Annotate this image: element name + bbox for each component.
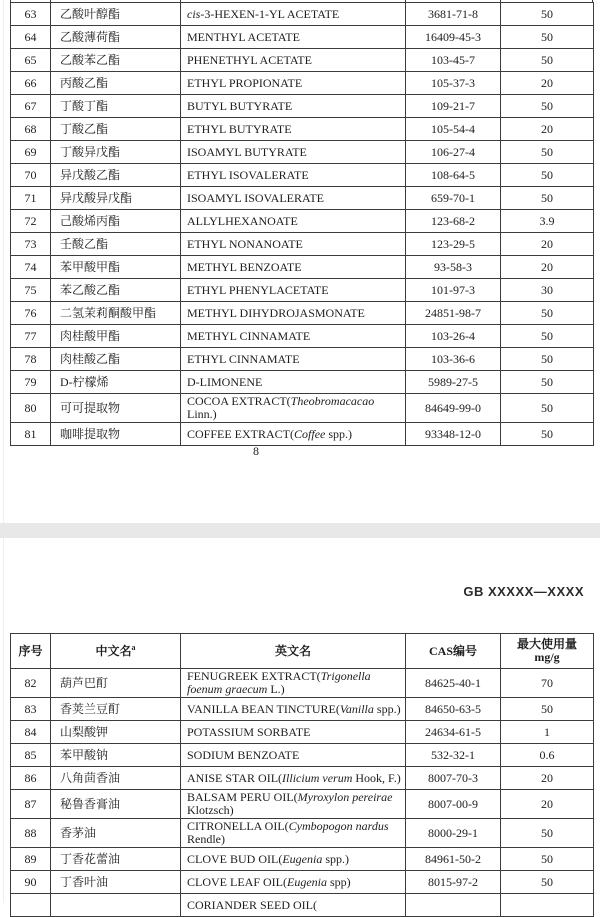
cell-index: 63: [11, 3, 51, 26]
cell-max-usage: 50: [501, 394, 594, 423]
table-body: [11, 3, 594, 446]
cell-cas-number: 659-70-1: [406, 187, 501, 210]
cell-cas-number: 123-29-5: [406, 233, 501, 256]
cell-chinese-name: 丁酸异戊酯: [51, 141, 181, 164]
table-row: [11, 279, 594, 302]
cell-cas-number: 16409-45-3: [406, 26, 501, 49]
cell-chinese-name: 苯甲酸钠: [51, 744, 181, 767]
cell-english-name: SODIUM BENZOATE: [181, 744, 406, 767]
cell-index: 65: [11, 49, 51, 72]
cell-cas-number: 103-26-4: [406, 325, 501, 348]
cell-max-usage: 50: [501, 819, 594, 848]
cell-index: 72: [11, 210, 51, 233]
cell-english-name: cis-3-HEXEN-1-YL ACETATE: [181, 3, 406, 26]
cell-english-name: ETHYL PROPIONATE: [181, 72, 406, 95]
cell-chinese-name: 香茅油: [51, 819, 181, 848]
cell-english-name: METHYL BENZOATE: [181, 256, 406, 279]
table-row: [11, 72, 594, 95]
cell-max-usage: 50: [501, 26, 594, 49]
cell-english-name: VANILLA BEAN TINCTURE(Vanilla spp.): [181, 698, 406, 721]
cell-max-usage: 50: [501, 141, 594, 164]
cell-english-name: ISOAMYL BUTYRATE: [181, 141, 406, 164]
table-header: [11, 634, 594, 669]
cell-chinese-name: 丙酸乙酯: [51, 72, 181, 95]
cell-cas-number: 8007-00-9: [406, 790, 501, 819]
cell-english-name: BALSAM PERU OIL(Myroxylon pereirae Klotzsch): [181, 790, 406, 819]
table-row: [11, 423, 594, 446]
cell-max-usage: 1: [501, 721, 594, 744]
header-row: [11, 634, 594, 669]
cell-index: 69: [11, 141, 51, 164]
col-header-chinese-name: [51, 634, 181, 669]
cell-cas-number: 109-21-7: [406, 95, 501, 118]
cell-chinese-name: 乙酸苯乙酯: [51, 49, 181, 72]
cell-cas-number: 108-64-5: [406, 164, 501, 187]
cell-english-name: MENTHYL ACETATE: [181, 26, 406, 49]
table-row: [11, 49, 594, 72]
cell-max-usage: 20: [501, 767, 594, 790]
header-label: 中文名: [95, 643, 132, 658]
table-row: [11, 164, 594, 187]
cell-max-usage: 50: [501, 348, 594, 371]
col-header-english-name: 英文名: [181, 634, 406, 669]
cell-english-name: METHYL DIHYDROJASMONATE: [181, 302, 406, 325]
table-row: [11, 302, 594, 325]
cell-max-usage: 50: [501, 3, 594, 26]
cell-chinese-name: 丁香叶油: [51, 871, 181, 894]
cell-max-usage: 50: [501, 848, 594, 871]
cell-english-name: CLOVE LEAF OIL(Eugenia spp): [181, 871, 406, 894]
cell-cas-number: 101-97-3: [406, 279, 501, 302]
cell-chinese-name: 秘鲁香膏油: [51, 790, 181, 819]
cell-chinese-name: 乙酸叶醇酯: [51, 3, 181, 26]
cell-cas-number: 84961-50-2: [406, 848, 501, 871]
cell-chinese-name: 壬酸乙酯: [51, 233, 181, 256]
cell-cas-number: 106-27-4: [406, 141, 501, 164]
cell-index: 67: [11, 95, 51, 118]
cell-max-usage: 50: [501, 371, 594, 394]
cell-cas-number: 84650-63-5: [406, 698, 501, 721]
table-row: [11, 187, 594, 210]
cell-chinese-name: 丁香花蕾油: [51, 848, 181, 871]
cell-max-usage: 20: [501, 72, 594, 95]
table-body: [11, 669, 594, 917]
cell-index: 90: [11, 871, 51, 894]
cell-english-name: ETHYL CINNAMATE: [181, 348, 406, 371]
table-row: [11, 26, 594, 49]
standard-code: GB XXXXX—XXXX: [463, 584, 584, 599]
col-header-index: 序号: [11, 634, 51, 669]
cell-chinese-name: 苯甲酸甲酯: [51, 256, 181, 279]
table-row: [11, 95, 594, 118]
cell-cas-number: 123-68-2: [406, 210, 501, 233]
cell-english-name: CORIANDER SEED OIL(: [181, 894, 406, 917]
cell-index: 84: [11, 721, 51, 744]
cell-cas-number: 93348-12-0: [406, 423, 501, 446]
cell-cas-number: 93-58-3: [406, 256, 501, 279]
cell-index: [11, 894, 51, 917]
cell-index: 66: [11, 72, 51, 95]
cell-cas-number: 103-45-7: [406, 49, 501, 72]
header-unit: mg/g: [534, 650, 560, 664]
cell-english-name: ISOAMYL ISOVALERATE: [181, 187, 406, 210]
table-row: [11, 371, 594, 394]
cell-cas-number: 105-54-4: [406, 118, 501, 141]
cell-english-name: PHENETHYL ACETATE: [181, 49, 406, 72]
cell-cas-number: 84649-99-0: [406, 394, 501, 423]
cell-cas-number: 103-36-6: [406, 348, 501, 371]
cell-cas-number: 5989-27-5: [406, 371, 501, 394]
cell-max-usage: 50: [501, 302, 594, 325]
cell-max-usage: 0.6: [501, 744, 594, 767]
cell-chinese-name: 乙酸薄荷酯: [51, 26, 181, 49]
cell-index: 74: [11, 256, 51, 279]
cell-english-name: CLOVE BUD OIL(Eugenia spp.): [181, 848, 406, 871]
cell-max-usage: 20: [501, 256, 594, 279]
cell-english-name: ANISE STAR OIL(Illicium verum Hook, F.): [181, 767, 406, 790]
cell-english-name: POTASSIUM SORBATE: [181, 721, 406, 744]
cell-english-name: ETHYL NONANOATE: [181, 233, 406, 256]
cell-max-usage: 50: [501, 871, 594, 894]
cell-cas-number: 8007-70-3: [406, 767, 501, 790]
cell-index: 70: [11, 164, 51, 187]
substances-table: [10, 2, 594, 446]
cell-max-usage: 20: [501, 118, 594, 141]
cell-chinese-name: 苯乙酸乙酯: [51, 279, 181, 302]
cell-chinese-name: 异戊酸异戊酯: [51, 187, 181, 210]
cell-index: 71: [11, 187, 51, 210]
cell-cas-number: 105-37-3: [406, 72, 501, 95]
cell-max-usage: 50: [501, 95, 594, 118]
footnote-marker: a: [131, 642, 136, 652]
cell-cas-number: [406, 894, 501, 917]
cell-index: 80: [11, 394, 51, 423]
cell-cas-number: 24851-98-7: [406, 302, 501, 325]
flavoring-substances-table-page8: [10, 2, 593, 446]
flavoring-substances-table-page9: [10, 633, 593, 917]
table-row: [11, 325, 594, 348]
page-number: 8: [253, 444, 259, 458]
cell-cas-number: 24634-61-5: [406, 721, 501, 744]
cell-max-usage: 30: [501, 279, 594, 302]
cell-max-usage: 20: [501, 233, 594, 256]
cell-index: 88: [11, 819, 51, 848]
cell-chinese-name: 可可提取物: [51, 394, 181, 423]
cell-chinese-name: 丁酸乙酯: [51, 118, 181, 141]
cell-cas-number: 8015-97-2: [406, 871, 501, 894]
cell-index: 76: [11, 302, 51, 325]
table-row: [11, 721, 594, 744]
table-row: [11, 669, 594, 698]
table-row: [11, 348, 594, 371]
cell-chinese-name: 肉桂酸乙酯: [51, 348, 181, 371]
cell-max-usage: 20: [501, 790, 594, 819]
cell-english-name: FENUGREEK EXTRACT(Trigonella foenum graecum L.): [181, 669, 406, 698]
table-row: [11, 871, 594, 894]
col-header-cas-number: CAS编号: [406, 634, 501, 669]
table-row: [11, 790, 594, 819]
table-row: [11, 819, 594, 848]
table-row: [11, 767, 594, 790]
table-row: [11, 3, 594, 26]
cell-chinese-name: 异戊酸乙酯: [51, 164, 181, 187]
cell-english-name: CITRONELLA OIL(Cymbopogon nardus Rendle): [181, 819, 406, 848]
cell-max-usage: 3.9: [501, 210, 594, 233]
cell-chinese-name: 八角茴香油: [51, 767, 181, 790]
cell-max-usage: 50: [501, 423, 594, 446]
table-row: [11, 894, 594, 917]
cell-english-name: COCOA EXTRACT(Theobromacacao Linn.): [181, 394, 406, 423]
cell-cas-number: 3681-71-8: [406, 3, 501, 26]
cell-english-name: METHYL CINNAMATE: [181, 325, 406, 348]
cell-max-usage: [501, 894, 594, 917]
page-separator-band: [0, 523, 600, 538]
table-row: [11, 698, 594, 721]
cell-chinese-name: 肉桂酸甲酯: [51, 325, 181, 348]
cell-cas-number: 84625-40-1: [406, 669, 501, 698]
cell-max-usage: 50: [501, 49, 594, 72]
cell-english-name: BUTYL BUTYRATE: [181, 95, 406, 118]
cell-index: 87: [11, 790, 51, 819]
cell-max-usage: 50: [501, 164, 594, 187]
table-row: [11, 256, 594, 279]
cell-chinese-name: 咖啡提取物: [51, 423, 181, 446]
cell-index: 78: [11, 348, 51, 371]
cell-index: 64: [11, 26, 51, 49]
cell-chinese-name: D-柠檬烯: [51, 371, 181, 394]
cell-chinese-name: [51, 894, 181, 917]
header-label: 最大使用量: [516, 637, 577, 651]
cell-index: 75: [11, 279, 51, 302]
cell-chinese-name: 香荚兰豆酊: [51, 698, 181, 721]
cell-max-usage: 50: [501, 325, 594, 348]
cell-index: 89: [11, 848, 51, 871]
cell-max-usage: 50: [501, 187, 594, 210]
cell-index: 68: [11, 118, 51, 141]
cell-index: 86: [11, 767, 51, 790]
cell-max-usage: 50: [501, 698, 594, 721]
cell-index: 73: [11, 233, 51, 256]
cell-cas-number: 532-32-1: [406, 744, 501, 767]
cell-cas-number: 8000-29-1: [406, 819, 501, 848]
cell-english-name: COFFEE EXTRACT(Coffee spp.): [181, 423, 406, 446]
cell-max-usage: 70: [501, 669, 594, 698]
cell-index: 77: [11, 325, 51, 348]
table-row: [11, 141, 594, 164]
cell-english-name: ALLYLHEXANOATE: [181, 210, 406, 233]
cell-index: 81: [11, 423, 51, 446]
cell-chinese-name: 山梨酸钾: [51, 721, 181, 744]
cell-index: 79: [11, 371, 51, 394]
cell-chinese-name: 丁酸丁酯: [51, 95, 181, 118]
cell-english-name: ETHYL ISOVALERATE: [181, 164, 406, 187]
cell-index: 83: [11, 698, 51, 721]
table-row: [11, 848, 594, 871]
table-row: [11, 210, 594, 233]
substances-table: [10, 633, 594, 917]
table-row: [11, 394, 594, 423]
cell-chinese-name: 己酸烯丙酯: [51, 210, 181, 233]
cell-english-name: ETHYL PHENYLACETATE: [181, 279, 406, 302]
cell-english-name: D-LIMONENE: [181, 371, 406, 394]
cell-chinese-name: 葫芦巴酊: [51, 669, 181, 698]
cell-english-name: ETHYL BUTYRATE: [181, 118, 406, 141]
cell-index: 85: [11, 744, 51, 767]
table-row: [11, 118, 594, 141]
cell-index: 82: [11, 669, 51, 698]
table-row: [11, 233, 594, 256]
table-row: [11, 744, 594, 767]
col-header-max-usage: [501, 634, 594, 669]
cell-chinese-name: 二氢茉莉酮酸甲酯: [51, 302, 181, 325]
